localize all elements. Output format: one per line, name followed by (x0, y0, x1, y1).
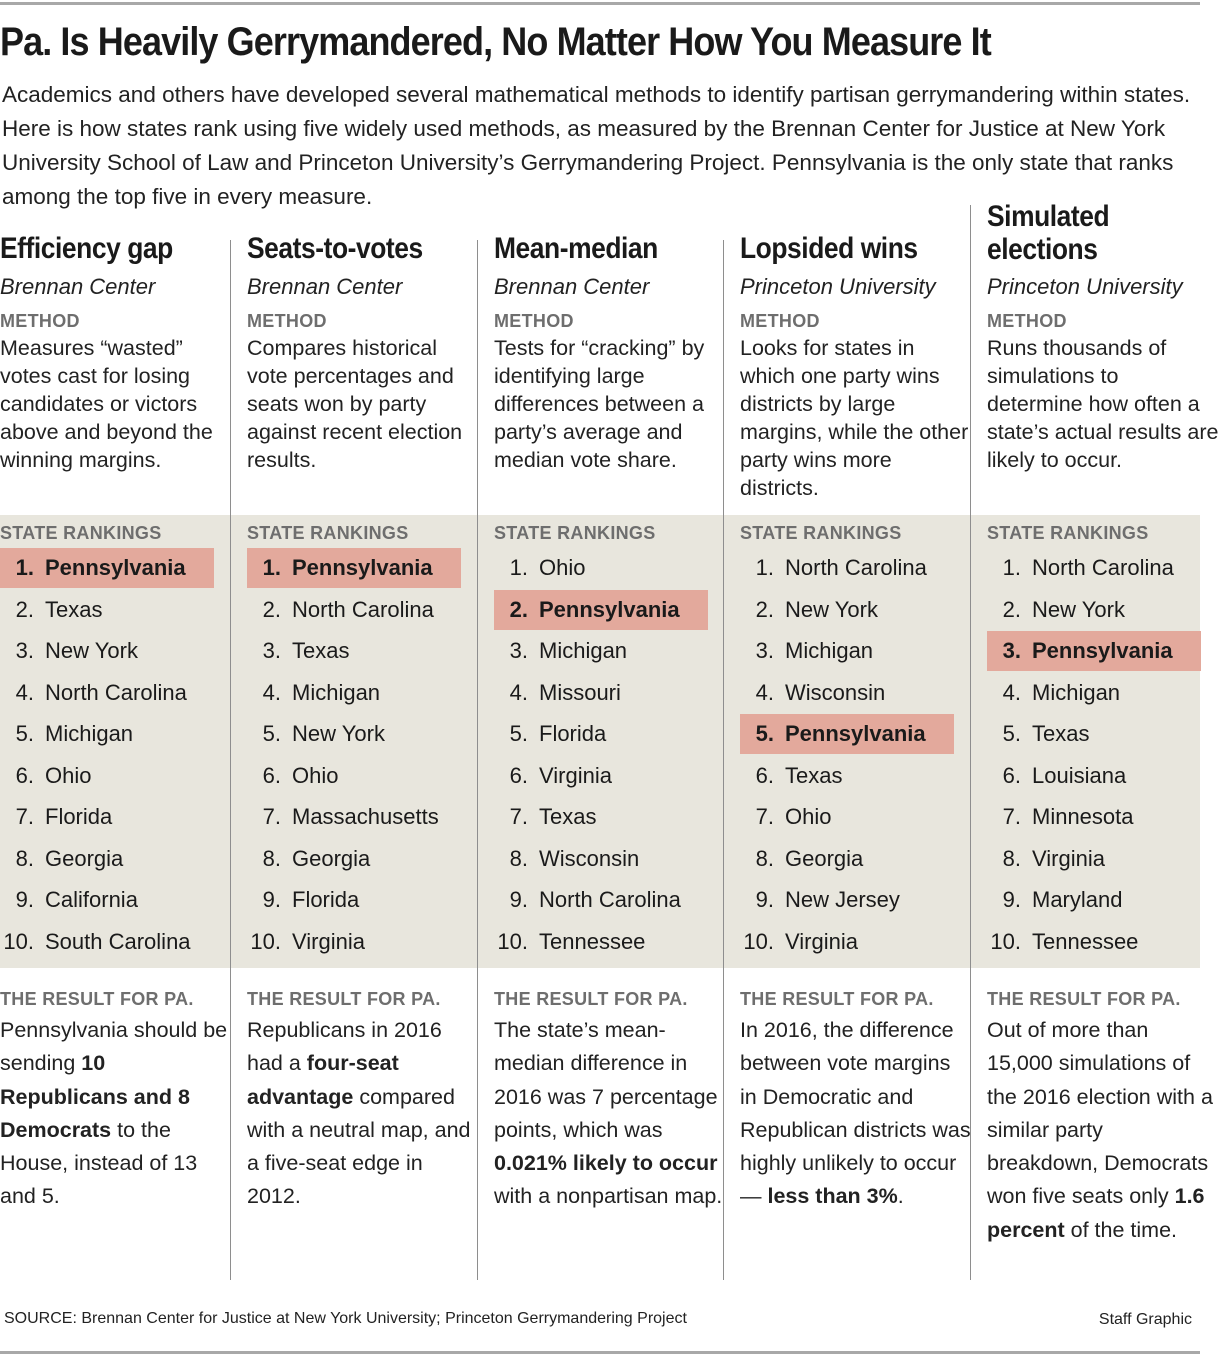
rank-number: 4. (755, 679, 774, 705)
rank-row (987, 797, 1201, 837)
rank-row (494, 548, 708, 588)
rank-row (740, 631, 954, 671)
rank-row (987, 673, 1201, 713)
state-name: Ohio (292, 762, 339, 788)
rank-number: 9. (509, 887, 528, 912)
state-name: Pennsylvania (1032, 638, 1173, 663)
state-name: North Carolina (785, 555, 927, 580)
result-label: THE RESULT FOR PA. (987, 989, 1181, 1009)
state-name: Georgia (292, 845, 371, 871)
rank-number: 2. (262, 596, 281, 622)
state-name: North Carolina (45, 679, 187, 705)
pennsylvania-highlight-row (0, 548, 214, 588)
rankings-label: STATE RANKINGS (0, 523, 162, 543)
method-label: METHOD (0, 311, 80, 331)
rank-number: 2. (1002, 596, 1021, 622)
result-label: THE RESULT FOR PA. (494, 989, 688, 1009)
rank-number: 8. (262, 845, 281, 871)
rank-number: 5. (262, 721, 281, 746)
rankings-label: STATE RANKINGS (494, 523, 656, 543)
state-name: Georgia (785, 845, 864, 871)
rank-number: 1. (262, 555, 281, 580)
method-label: METHOD (740, 311, 820, 331)
pennsylvania-highlight-row (740, 714, 954, 754)
state-name: New York (45, 638, 138, 663)
state-name: Missouri (539, 679, 621, 705)
rank-number: 9. (262, 887, 281, 912)
rank-row (987, 839, 1201, 879)
state-name: California (45, 887, 138, 912)
rank-number: 8. (15, 845, 34, 871)
rank-number: 4. (15, 679, 34, 705)
result-segment: with a nonpartisan map. (494, 1184, 723, 1209)
rank-row (987, 714, 1201, 754)
rank-number: 9. (1002, 887, 1021, 912)
rank-row (740, 839, 954, 879)
state-name: Wisconsin (785, 679, 886, 705)
state-name: Minnesota (1032, 804, 1134, 829)
state-name: Massachusetts (292, 804, 439, 829)
state-name: North Carolina (539, 887, 681, 912)
rank-number: 2. (15, 596, 34, 622)
state-name: Florida (45, 804, 113, 829)
measure-name: Lopsided wins (740, 232, 918, 265)
result-text (247, 1014, 479, 1214)
state-name: Tennessee (539, 928, 646, 954)
rank-row (247, 756, 461, 796)
rank-number: 3. (1002, 638, 1021, 663)
rank-number: 2. (509, 596, 528, 622)
staff-credit: Staff Graphic (1098, 1311, 1192, 1328)
result-segment: . (897, 1184, 904, 1209)
rank-number: 10. (990, 928, 1021, 954)
rank-row (987, 922, 1201, 962)
rank-row (0, 922, 214, 962)
result-segment: In 2016, the difference between vote margins in Democratic and Republican districts was highly unlikely to occur — (740, 1018, 971, 1209)
rank-row (494, 922, 708, 962)
rank-number: 7. (15, 804, 34, 829)
rank-row (740, 880, 954, 920)
rank-number: 10. (3, 928, 34, 954)
state-name: Michigan (292, 679, 381, 705)
state-name: Michigan (539, 638, 628, 663)
rank-number: 1. (755, 555, 774, 580)
method-description: Measures “wasted” votes cast for losing candidates or victors above and beyond the winning margins. (0, 336, 213, 472)
rank-row (740, 673, 954, 713)
rank-row (0, 880, 214, 920)
state-name: Ohio (45, 762, 92, 788)
state-name: New Jersey (785, 887, 900, 912)
state-name: Texas (1032, 721, 1090, 746)
state-name: Virginia (539, 762, 612, 788)
state-name: Ohio (539, 555, 586, 580)
result-segment: Republicans in 2016 had a (247, 1018, 442, 1076)
rank-number: 6. (262, 762, 281, 788)
rank-row (494, 756, 708, 796)
state-name: Florida (539, 721, 607, 746)
rankings-label: STATE RANKINGS (987, 523, 1149, 543)
rank-number: 6. (755, 762, 774, 788)
state-name: Virginia (785, 928, 858, 954)
rank-number: 1. (15, 555, 34, 580)
state-name: Michigan (1032, 679, 1121, 705)
rank-number: 2. (755, 596, 774, 622)
result-segment: to the House, instead of 13 and 5. (0, 1117, 198, 1209)
rank-row (494, 714, 708, 754)
method-label: METHOD (987, 311, 1067, 331)
state-name: New York (785, 596, 878, 622)
rank-number: 6. (15, 762, 34, 788)
rank-row (987, 756, 1201, 796)
state-name: Ohio (785, 804, 832, 829)
rank-row (740, 548, 954, 588)
state-name: Georgia (45, 845, 124, 871)
rank-number: 5. (755, 721, 774, 746)
rank-row (740, 797, 954, 837)
method-description: Runs thousands of simulations to determine how often a state’s actual results are likely to occur. (987, 336, 1219, 472)
state-name: Louisiana (1032, 762, 1127, 788)
result-label: THE RESULT FOR PA. (247, 989, 441, 1009)
rank-row (247, 797, 461, 837)
state-name: Michigan (45, 721, 134, 746)
pennsylvania-highlight-row (987, 631, 1201, 671)
method-description: Compares historical vote percentages and seats won by party against recent election results. (247, 336, 463, 472)
measure-name: Efficiency gap (0, 232, 173, 265)
state-name: Virginia (1032, 845, 1105, 871)
state-name: Pennsylvania (539, 596, 680, 622)
rank-row (0, 714, 214, 754)
method-description: Tests for “cracking” by identifying large differences between a party’s average and median vote share. (494, 336, 705, 472)
chart-title: Pa. Is Heavily Gerrymandered, No Matter How You Measure It (0, 20, 991, 64)
measure-name: Mean-median (494, 232, 658, 265)
rankings-label: STATE RANKINGS (247, 523, 409, 543)
rank-row (740, 922, 954, 962)
state-name: Wisconsin (539, 845, 640, 871)
rank-row (494, 673, 708, 713)
result-emphasis: 10 Republicans and 8 Democrats (0, 1051, 190, 1142)
result-emphasis: 0.021% likely to occur (494, 1151, 718, 1176)
rank-row (247, 673, 461, 713)
rank-number: 7. (262, 804, 281, 829)
pennsylvania-highlight-row (494, 590, 708, 630)
rank-number: 3. (755, 638, 774, 663)
state-name: Texas (785, 762, 843, 788)
state-name: Pennsylvania (292, 555, 433, 580)
rank-number: 1. (509, 555, 528, 580)
rank-number: 7. (509, 804, 528, 829)
state-name: South Carolina (45, 928, 191, 954)
rank-row (740, 756, 954, 796)
rank-row (247, 631, 461, 671)
rank-number: 6. (1002, 762, 1021, 788)
rank-number: 8. (509, 845, 528, 871)
state-name: Tennessee (1032, 928, 1139, 954)
measure-name: Seats-to-votes (247, 232, 423, 265)
state-name: New York (292, 721, 385, 746)
state-name: Pennsylvania (785, 721, 926, 746)
state-name: Virginia (292, 928, 365, 954)
rank-number: 10. (497, 928, 528, 954)
result-emphasis: less than 3% (767, 1184, 898, 1209)
rank-row (494, 839, 708, 879)
rank-number: 7. (1002, 804, 1021, 829)
result-emphasis: 1.6 percent (987, 1184, 1205, 1242)
measure-source: Brennan Center (494, 274, 650, 299)
result-segment: Pennsylvania should be sending (0, 1018, 228, 1076)
measure-source: Brennan Center (247, 274, 403, 299)
result-segment: The state’s mean-median difference in 2016 was 7 percentage points, which was (494, 1018, 718, 1142)
method-label: METHOD (247, 311, 327, 331)
intro-text: Academics and others have developed several mathematical methods to identify partisan gerrymandering within states. Here is how states rank using five widely used methods, as measured by the Brennan Center for Justice at New York University School of Law and Princeton University’s Gerrymandering Project. Pennsylvania is the only state that ranks among the top five in every measure. (2, 82, 1191, 209)
rank-number: 9. (15, 887, 34, 912)
rank-number: 5. (509, 721, 528, 746)
method-description: Looks for states in which one party wins districts by large margins, while the other party wins more districts. (740, 336, 969, 500)
measure-name: Simulated elections (987, 200, 1110, 266)
result-text (0, 1014, 232, 1214)
state-name: Texas (292, 638, 350, 663)
result-segment: compared with a neutral map, and a five-seat edge in 2012. (247, 1084, 471, 1209)
rank-number: 4. (509, 679, 528, 705)
rank-row (247, 880, 461, 920)
measure-source: Brennan Center (0, 274, 156, 299)
rank-number: 3. (15, 638, 34, 663)
state-name: North Carolina (292, 596, 434, 622)
rank-number: 5. (15, 721, 34, 746)
rank-row (247, 590, 461, 630)
rank-number: 9. (755, 887, 774, 912)
rank-number: 7. (755, 804, 774, 829)
state-name: North Carolina (1032, 555, 1174, 580)
method-label: METHOD (494, 311, 574, 331)
measure-source: Princeton University (987, 274, 1183, 299)
state-name: Florida (292, 887, 360, 912)
rank-row (247, 714, 461, 754)
rank-number: 5. (1002, 721, 1021, 746)
result-text (987, 1014, 1219, 1247)
rank-row (494, 797, 708, 837)
state-name: Maryland (1032, 887, 1123, 912)
result-label: THE RESULT FOR PA. (0, 989, 194, 1009)
rank-row (0, 839, 214, 879)
state-name: Texas (45, 596, 103, 622)
result-segment: Out of more than 15,000 simulations of the 2016 election with a similar party breakdown, Democrats won five seats only (987, 1018, 1213, 1209)
result-text (494, 1014, 726, 1214)
state-name: Texas (539, 804, 597, 829)
rank-row (987, 548, 1201, 588)
rank-number: 6. (509, 762, 528, 788)
rank-row (247, 839, 461, 879)
rank-number: 10. (743, 928, 774, 954)
rank-row (987, 880, 1201, 920)
rank-number: 8. (755, 845, 774, 871)
rank-row (494, 631, 708, 671)
pennsylvania-highlight-row (247, 548, 461, 588)
bottom-rule (0, 1351, 1200, 1354)
rank-number: 3. (509, 638, 528, 663)
source-note: SOURCE: Brennan Center for Justice at New York University; Princeton Gerrymandering Project (4, 1310, 687, 1327)
rank-row (740, 590, 954, 630)
result-label: THE RESULT FOR PA. (740, 989, 934, 1009)
rank-row (0, 631, 214, 671)
rank-number: 1. (1002, 555, 1021, 580)
result-emphasis: four-seat advantage (247, 1051, 399, 1109)
rank-number: 4. (1002, 679, 1021, 705)
rank-number: 8. (1002, 845, 1021, 871)
result-text (740, 1014, 972, 1214)
rankings-label: STATE RANKINGS (740, 523, 902, 543)
rank-number: 3. (262, 638, 281, 663)
top-rule (0, 2, 1200, 5)
state-name: Pennsylvania (45, 555, 186, 580)
rank-row (0, 590, 214, 630)
rank-row (0, 797, 214, 837)
rank-row (0, 673, 214, 713)
rank-row (494, 880, 708, 920)
rank-number: 4. (262, 679, 281, 705)
measure-source: Princeton University (740, 274, 936, 299)
state-name: Michigan (785, 638, 874, 663)
state-name: New York (1032, 596, 1125, 622)
rank-row (987, 590, 1201, 630)
result-segment: of the time. (1064, 1217, 1178, 1242)
rank-row (247, 922, 461, 962)
rank-number: 10. (250, 928, 281, 954)
rank-row (0, 756, 214, 796)
